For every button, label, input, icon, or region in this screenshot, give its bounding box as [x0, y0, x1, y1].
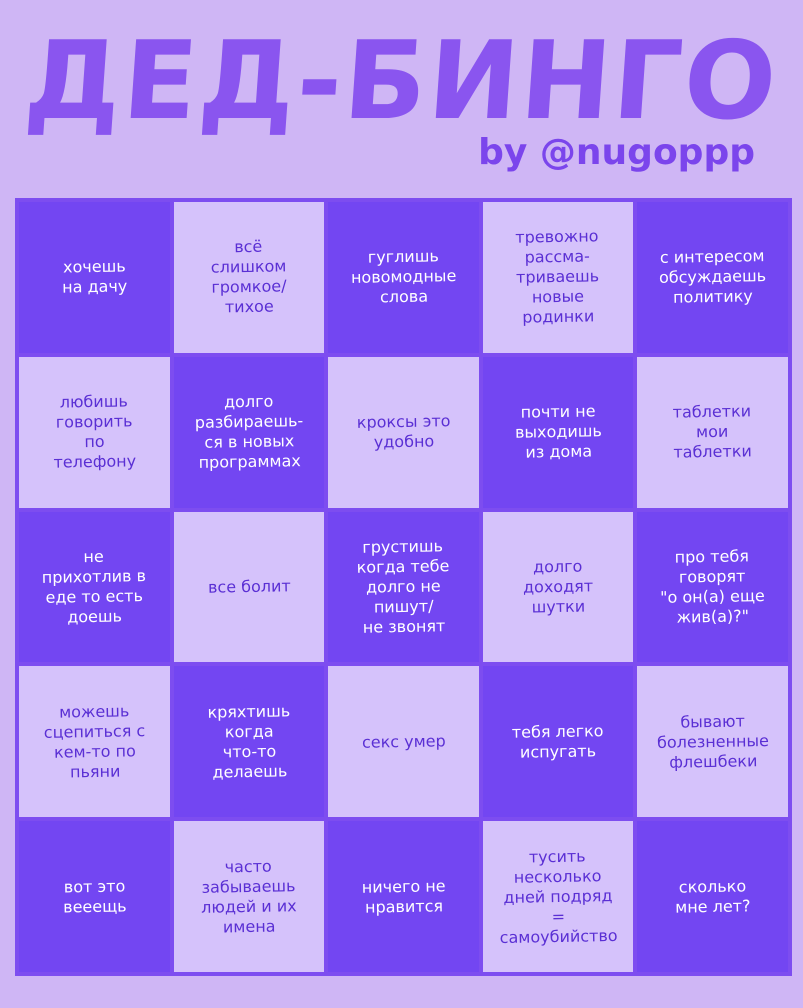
bingo-cell[interactable] [326, 200, 481, 355]
bingo-cell-label: сколько мне лет? [675, 876, 751, 917]
bingo-cell-label: про тебя говорят "о он(а) еще жив(а)?" [660, 546, 766, 627]
bingo-cell-label: долго разбираешь- ся в новых программах [194, 391, 304, 473]
bingo-cell[interactable] [172, 355, 327, 510]
bingo-grid [15, 198, 792, 976]
bingo-cell[interactable] [481, 510, 636, 665]
bingo-cell-label: тревожно рассма- триваешь новые родинки [515, 226, 600, 328]
bingo-cell[interactable] [326, 664, 481, 819]
bingo-cell-label: с интересом обсуждаешь политику [658, 246, 767, 308]
bingo-cell-label: гуглишь новомодные слова [350, 246, 457, 307]
bingo-cell-label: кроксы это удобно [356, 411, 451, 452]
bingo-cell[interactable] [17, 510, 172, 665]
bingo-cell[interactable] [172, 510, 327, 665]
bingo-cell[interactable] [172, 200, 327, 355]
bingo-cell[interactable] [326, 510, 481, 665]
page-title: ДЕД-БИНГО [20, 19, 783, 144]
bingo-cell-label: тебя легко испугать [511, 720, 604, 762]
bingo-cell-label: бывают болезненные флешбеки [656, 711, 769, 772]
bingo-cell-label: не прихотлив в еде то есть доешь [41, 546, 147, 627]
bingo-cell-label: грустишь когда тебе долго не пишут/ не звонят [356, 536, 450, 637]
bingo-cell[interactable] [17, 664, 172, 819]
bingo-cell[interactable] [326, 355, 481, 510]
bingo-cell-label: ничего не нравится [361, 875, 446, 917]
author-byline: by @nugoppp [478, 132, 755, 173]
bingo-cell-label: хочешь на дачу [61, 256, 128, 297]
bingo-cell-label: вот это вееещь [62, 876, 127, 917]
bingo-cell-label: таблетки мои таблетки [672, 401, 753, 462]
bingo-cell[interactable] [635, 355, 790, 510]
bingo-cell[interactable] [17, 200, 172, 355]
bingo-cell[interactable] [17, 819, 172, 974]
bingo-cell[interactable] [481, 355, 636, 510]
bingo-cell-label: долго доходят шутки [522, 556, 594, 617]
bingo-cell[interactable] [17, 355, 172, 510]
bingo-cell-label: почти не выходишь из дома [514, 401, 602, 462]
bingo-cell[interactable] [481, 664, 636, 819]
bingo-cell[interactable] [326, 819, 481, 974]
bingo-cell[interactable] [635, 819, 790, 974]
bingo-cell[interactable] [635, 510, 790, 665]
bingo-cell-label: секс умер [361, 731, 446, 752]
bingo-cell[interactable] [481, 819, 636, 974]
bingo-cell-label: можешь сцепиться с кем-то по пьяни [43, 701, 145, 782]
bingo-cell-label: любишь говорить по телефону [53, 391, 137, 472]
bingo-cell[interactable] [172, 819, 327, 974]
bingo-cell-label: кряхтишь когда что-то делаешь [206, 701, 290, 782]
bingo-cell-label: всё слишком громкое/ тихое [210, 237, 287, 317]
bingo-cell[interactable] [635, 664, 790, 819]
bingo-cell-label: часто забываешь людей и их имена [201, 856, 297, 937]
bingo-cell[interactable] [635, 200, 790, 355]
bingo-cell-label: тусить несколько дней подряд = самоубийство [499, 846, 618, 947]
bingo-cell[interactable] [481, 200, 636, 355]
bingo-cell-label: все болит [207, 576, 291, 597]
bingo-cell[interactable] [172, 664, 327, 819]
